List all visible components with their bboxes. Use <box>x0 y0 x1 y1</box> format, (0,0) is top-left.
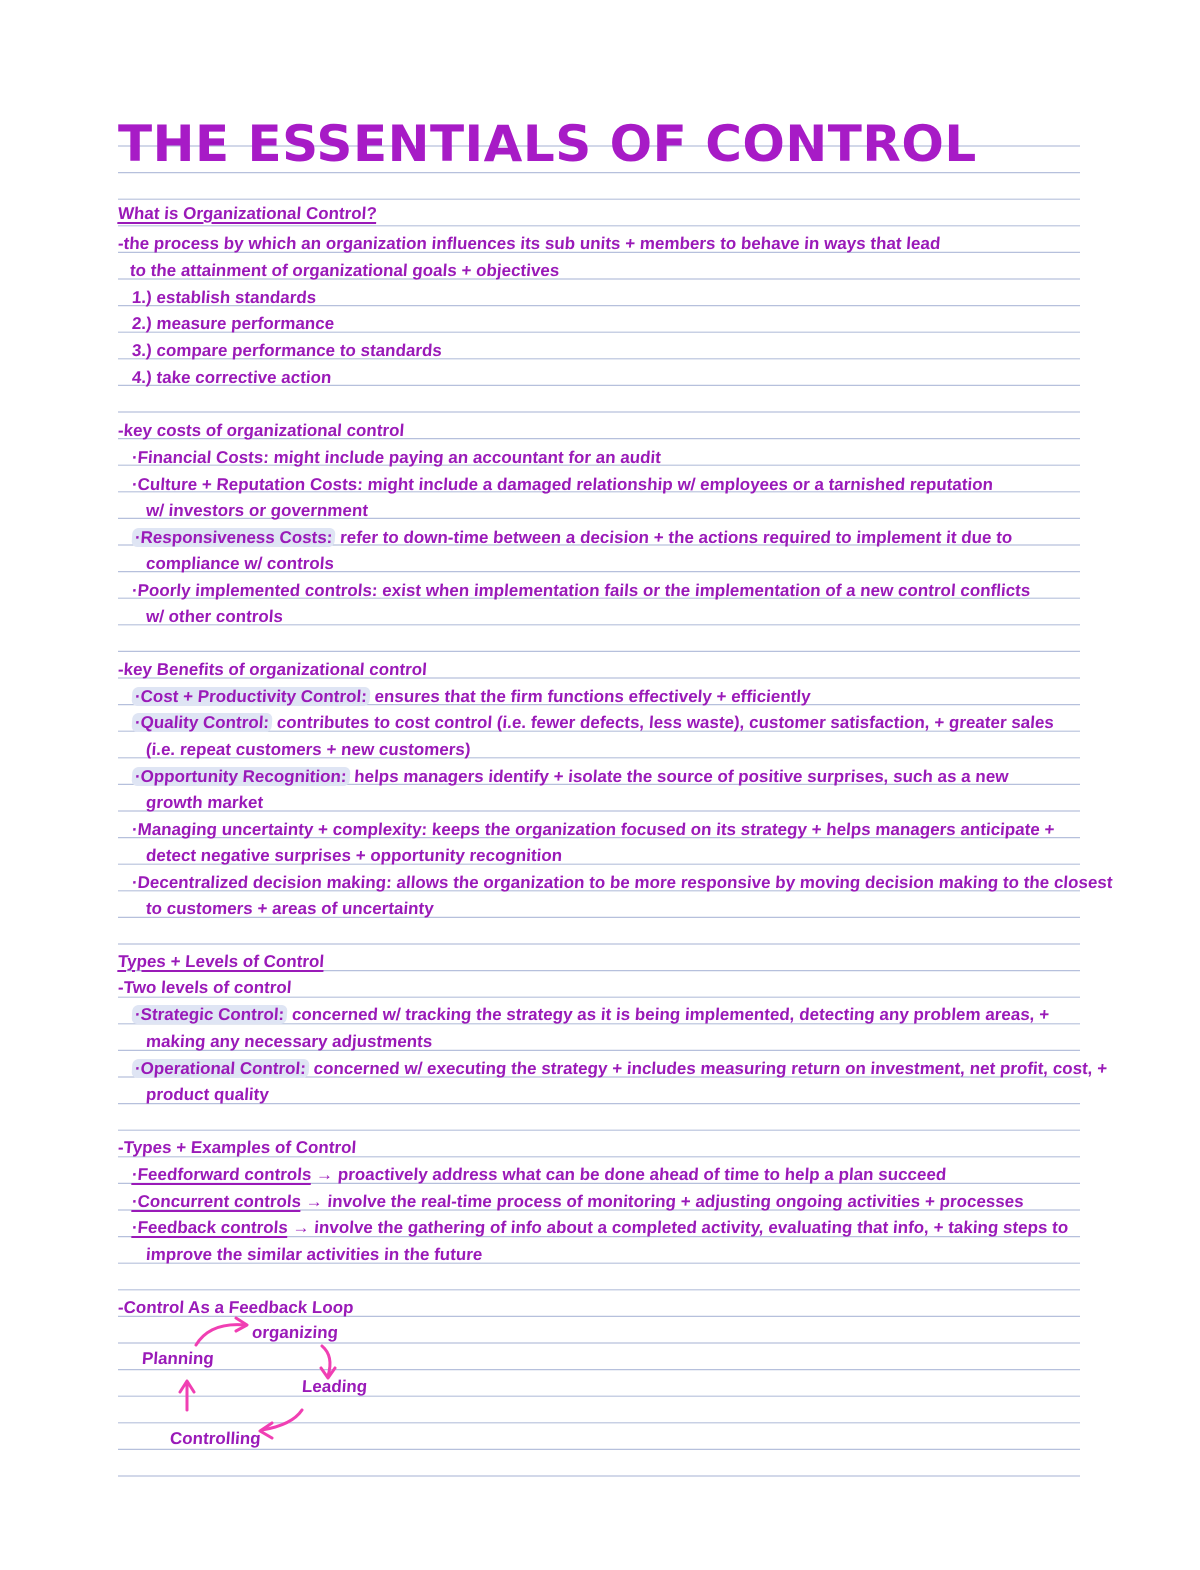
benefit-label-managing: ·Managing uncertainty + complexity: <box>131 820 428 839</box>
example-item-concurrent: ·Concurrent controls → involve the real-time process of monitoring + adjusting ongoing activities + processes <box>131 1192 1025 1211</box>
benefit-item-managing: ·Managing uncertainty + complexity: keeps the organization focused on its strategy + helps managers anticipate + <box>131 820 1056 839</box>
cost-item-responsiveness-cont: compliance w/ controls <box>145 554 335 573</box>
benefit-item-opportunity: ·Opportunity Recognition: helps managers identify + isolate the source of positive surprises, such as a new <box>131 764 1009 789</box>
cost-item-financial: ·Financial Costs: might include paying an accountant for an audit <box>131 448 662 467</box>
arrow-organizing-to-leading <box>322 1346 330 1376</box>
arrow-planning-to-organizing <box>196 1325 245 1345</box>
benefit-item-decentralized-cont: to customers + areas of uncertainty <box>145 899 435 918</box>
level-label-strategic: ·Strategic Control: <box>131 1005 288 1024</box>
cost-label-poorly: ·Poorly implemented controls: <box>131 581 379 600</box>
step-1: 1.) establish standards <box>131 288 317 307</box>
step-4: 4.) take corrective action <box>131 368 333 387</box>
benefit-label-opportunity: ·Opportunity Recognition: <box>131 767 350 786</box>
level-item-strategic: ·Strategic Control: concerned w/ tracking the strategy as it is being implemented, detecting any problem areas, + <box>131 1002 1050 1027</box>
loop-label-leading: Leading <box>301 1377 368 1396</box>
step-3: 3.) compare performance to standards <box>131 341 443 360</box>
example-label-feedforward: ·Feedforward controls <box>131 1165 313 1184</box>
cost-label-culture: ·Culture + Reputation Costs: <box>131 475 364 494</box>
arrowhead-planning <box>180 1381 194 1392</box>
level-item-strategic-cont: making any necessary adjustments <box>145 1032 433 1051</box>
loop-label-organizing: organizing <box>251 1323 339 1342</box>
cost-item-poorly: ·Poorly implemented controls: exist when implementation fails or the implementation of a new control conflicts <box>131 581 1031 600</box>
definition-line-2: to the attainment of organizational goals + objectives <box>129 261 560 280</box>
cost-label-responsiveness: ·Responsiveness Costs: <box>131 528 336 547</box>
example-label-feedback: ·Feedback controls <box>131 1218 289 1237</box>
step-2: 2.) measure performance <box>131 314 335 333</box>
example-item-feedback: ·Feedback controls → involve the gathering of info about a completed activity, evaluating that info, + taking steps to <box>131 1218 1069 1237</box>
section-heading-types-levels: Types + Levels of Control <box>117 952 325 971</box>
page-title: THE ESSENTIALS OF CONTROL <box>118 115 977 173</box>
benefit-item-opportunity-cont: growth market <box>145 793 264 812</box>
level-item-operational: ·Operational Control: concerned w/ executing the strategy + includes measuring return on investment, net profit, cost, + <box>131 1056 1108 1081</box>
benefit-item-cost: ·Cost + Productivity Control: ensures that the firm functions effectively + efficiently <box>131 684 811 709</box>
benefit-item-managing-cont: detect negative surprises + opportunity recognition <box>145 846 563 865</box>
cost-item-culture: ·Culture + Reputation Costs: might include a damaged relationship w/ employees or a tarnished reputation <box>131 475 994 494</box>
arrowhead-controlling <box>260 1423 272 1438</box>
benefit-label-quality: ·Quality Control: <box>131 713 272 732</box>
benefit-item-decentralized: ·Decentralized decision making: allows the organization to be more responsive by moving decision making to the closest <box>131 873 1114 892</box>
section-heading-costs: -key costs of organizational control <box>117 421 405 440</box>
loop-label-planning: Planning <box>141 1349 215 1368</box>
example-item-feedback-cont: improve the similar activities in the future <box>145 1245 483 1264</box>
benefit-item-quality: ·Quality Control: contributes to cost control (i.e. fewer defects, less waste), customer satisfaction, + greater sales <box>131 710 1055 735</box>
benefit-label-decentralized: ·Decentralized decision making: <box>131 873 393 892</box>
cost-item-responsiveness: ·Responsiveness Costs: refer to down-time between a decision + the actions required to implement it due to <box>131 525 1013 550</box>
level-item-operational-cont: product quality <box>145 1085 270 1104</box>
cost-item-poorly-cont: w/ other controls <box>145 607 284 626</box>
cost-label-financial: ·Financial Costs: <box>131 448 270 467</box>
definition-line-1: -the process by which an organization influences its sub units + members to behave in ways that lead <box>117 234 942 253</box>
arrow-leading-to-controlling <box>262 1410 302 1430</box>
example-label-concurrent: ·Concurrent controls <box>131 1192 302 1211</box>
section-heading-feedback-loop: -Control As a Feedback Loop <box>117 1298 355 1317</box>
example-item-feedforward: ·Feedforward controls → proactively address what can be done ahead of time to help a plan succeed <box>131 1165 947 1184</box>
level-label-operational: ·Operational Control: <box>131 1059 309 1078</box>
loop-label-controlling: Controlling <box>169 1429 262 1448</box>
section-heading-types-examples: -Types + Examples of Control <box>117 1138 357 1157</box>
section-heading-benefits: -key Benefits of organizational control <box>117 660 428 679</box>
benefit-item-quality-cont: (i.e. repeat customers + new customers) <box>145 740 472 759</box>
cost-item-culture-cont: w/ investors or government <box>145 501 369 520</box>
benefit-label-cost: ·Cost + Productivity Control: <box>131 687 370 706</box>
sub-heading-two-levels: -Two levels of control <box>117 978 293 997</box>
section-heading-what-is-control: What is Organizational Control? <box>117 204 378 223</box>
